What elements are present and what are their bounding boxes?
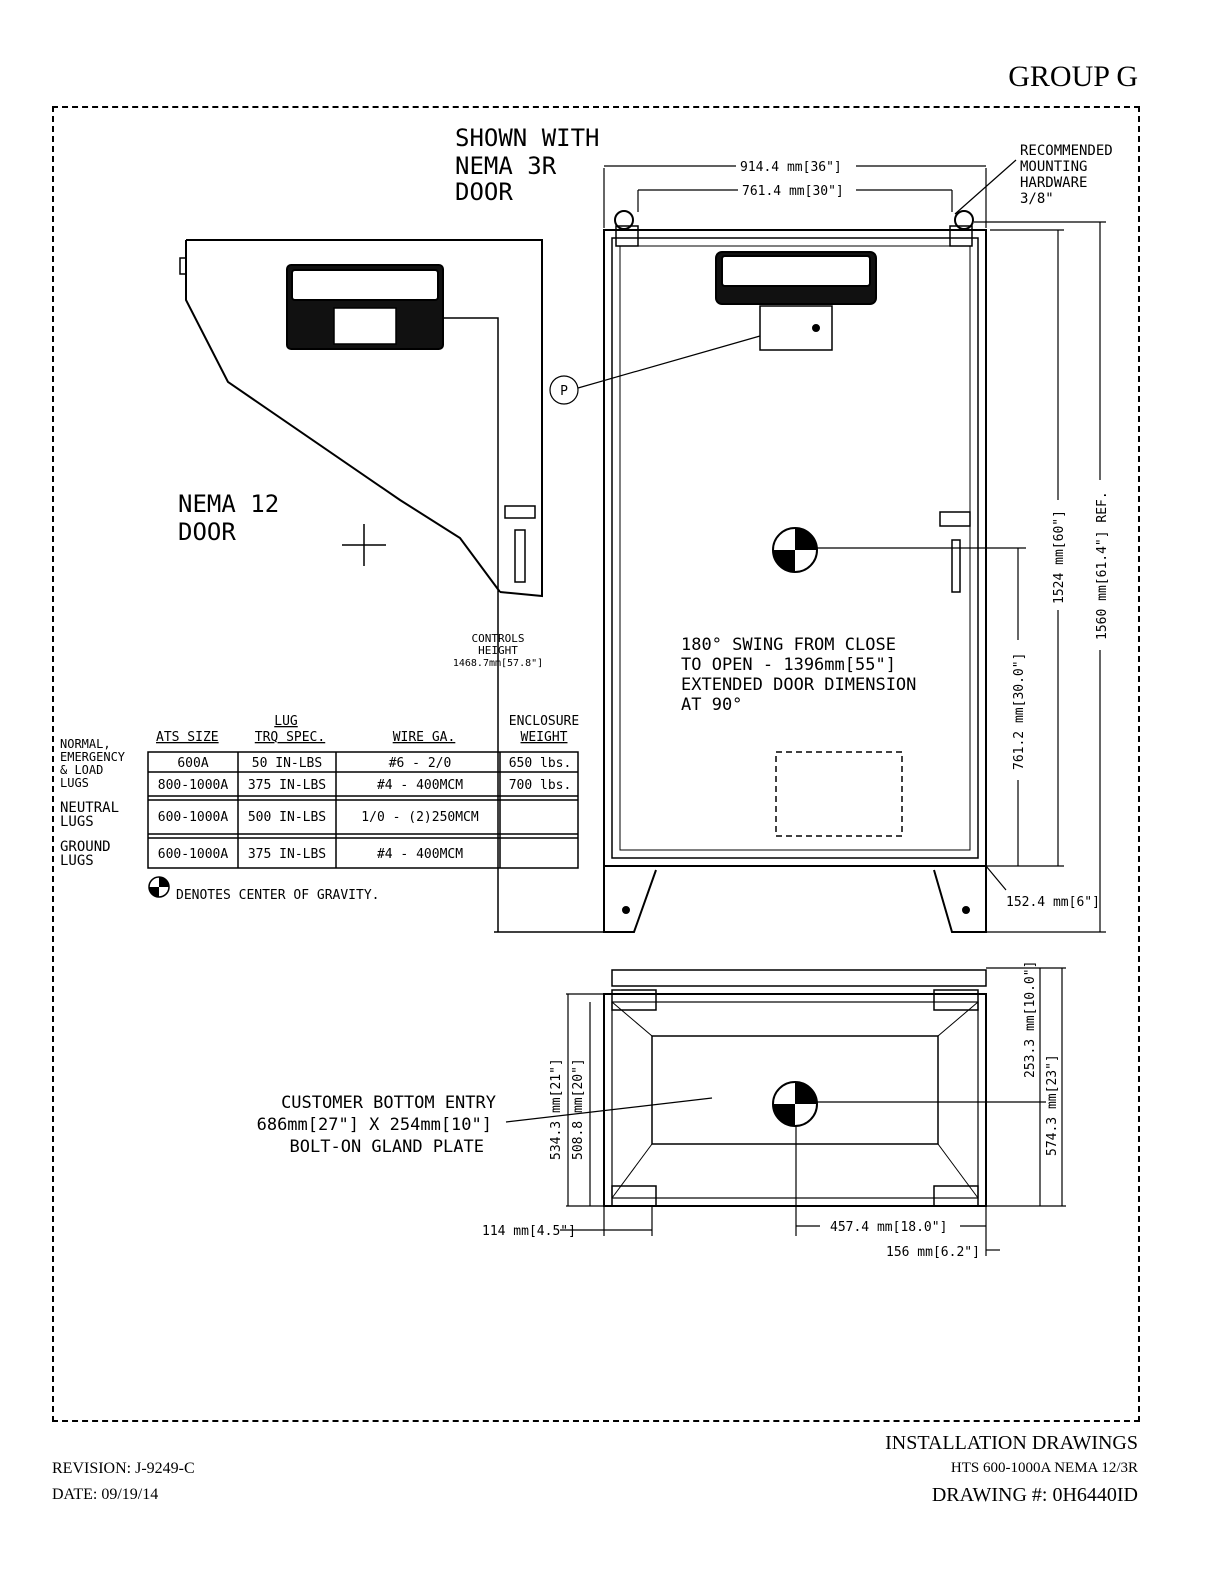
- footer-title: INSTALLATION DRAWINGS: [885, 1432, 1138, 1454]
- dim-508: 508.8 mm[20"]: [571, 1058, 586, 1160]
- table-header-wire-ga: WIRE GA.: [392, 730, 456, 745]
- row-label-neutral-1: NEUTRAL: [60, 800, 120, 816]
- cell-r3-size: 600-1000A: [157, 810, 229, 825]
- bottom-entry-line2: 686mm[27"] X 254mm[10"]: [256, 1115, 492, 1135]
- controls-height-line3: 1468.7mm[57.8"]: [452, 658, 544, 669]
- cell-r3-wire: 1/0 - (2)250MCM: [361, 810, 479, 825]
- swing-note-line4: AT 90°: [681, 695, 743, 715]
- row-label-nel-2: EMERGENCY: [60, 750, 126, 764]
- mounting-hw-line1: RECOMMENDED: [1020, 143, 1113, 159]
- callout-p: P: [560, 384, 568, 399]
- dim-114: 114 mm[4.5"]: [482, 1224, 576, 1239]
- cell-r2-trq: 375 IN-LBS: [247, 778, 327, 793]
- dim-253: 253.3 mm[10.0"]: [1023, 960, 1038, 1078]
- cell-r4-size: 600-1000A: [157, 847, 229, 862]
- table-header-enclosure: ENCLOSURE: [508, 714, 580, 729]
- table-header-lug: LUG: [274, 714, 298, 729]
- shown-with-line2: NEMA 3R: [455, 152, 557, 180]
- group-label: GROUP G: [1008, 60, 1138, 93]
- drawing-number: DRAWING #: 0H6440ID: [931, 1484, 1138, 1506]
- cell-r1-size: 600A: [177, 756, 209, 771]
- center-of-gravity-symbol: [773, 528, 817, 572]
- row-label-nel-3: & LOAD: [60, 763, 104, 777]
- cell-r2-size: 800-1000A: [157, 778, 229, 793]
- swing-note-line2: TO OPEN - 1396mm[55"]: [681, 655, 896, 675]
- cell-r2-wire: #4 - 400MCM: [376, 778, 464, 793]
- table-header-weight: WEIGHT: [520, 730, 568, 745]
- bottom-entry-line1: CUSTOMER BOTTOM ENTRY: [281, 1093, 496, 1113]
- row-label-ground-2: LUGS: [60, 853, 94, 869]
- controls-height-line2: HEIGHT: [478, 644, 518, 657]
- date: DATE: 09/19/14: [52, 1486, 159, 1503]
- cell-r3-trq: 500 IN-LBS: [247, 810, 327, 825]
- shown-with-line3: DOOR: [455, 178, 513, 206]
- center-of-gravity-legend-symbol: [149, 877, 169, 897]
- mounting-hw-line4: 3/8": [1020, 191, 1054, 207]
- row-label-nel-4: LUGS: [60, 776, 89, 790]
- center-of-gravity-symbol-bottom: [773, 1082, 817, 1126]
- dim-width-outer: 914.4 mm[36"]: [740, 160, 842, 175]
- dim-156: 156 mm[6.2"]: [886, 1245, 980, 1260]
- cg-note: DENOTES CENTER OF GRAVITY.: [176, 888, 380, 903]
- dim-leg: 152.4 mm[6"]: [1006, 895, 1100, 910]
- swing-note-line1: 180° SWING FROM CLOSE: [681, 635, 896, 655]
- nema12-line1: NEMA 12: [178, 490, 280, 518]
- shown-with-line1: SHOWN WITH: [455, 124, 600, 152]
- dim-height-1560: 1560 mm[61.4"] REF.: [1095, 491, 1110, 640]
- table-header-trq-spec: TRQ SPEC.: [254, 730, 326, 745]
- cell-r4-wire: #4 - 400MCM: [376, 847, 464, 862]
- mounting-hw-line2: MOUNTING: [1020, 159, 1088, 175]
- cell-r1-wire: #6 - 2/0: [388, 756, 452, 771]
- row-label-ground-1: GROUND: [60, 839, 111, 855]
- cell-r1-weight: 650 lbs.: [508, 756, 572, 771]
- cell-r2-weight: 700 lbs.: [508, 778, 572, 793]
- dim-height-1524: 1524 mm[60"]: [1052, 510, 1067, 604]
- nema12-door-view: [180, 240, 604, 932]
- table-header-ats-size: ATS SIZE: [156, 730, 219, 745]
- nema12-line2: DOOR: [178, 518, 236, 546]
- dim-cg-height: 761.2 mm[30.0"]: [1012, 652, 1027, 770]
- footer-subtitle: HTS 600-1000A NEMA 12/3R: [950, 1460, 1138, 1476]
- cell-r1-trq: 50 IN-LBS: [251, 756, 323, 771]
- revision: REVISION: J-9249-C: [52, 1460, 195, 1477]
- dim-width-inner: 761.4 mm[30"]: [742, 184, 844, 199]
- swing-note-line3: EXTENDED DOOR DIMENSION: [681, 675, 917, 695]
- row-label-nel-1: NORMAL,: [60, 737, 111, 751]
- row-label-neutral-2: LUGS: [60, 814, 94, 830]
- dim-534: 534.3 mm[21"]: [549, 1058, 564, 1160]
- dim-574: 574.3 mm[23"]: [1045, 1054, 1060, 1156]
- mounting-hw-line3: HARDWARE: [1020, 175, 1088, 191]
- controls-height-line1: CONTROLS: [471, 632, 525, 645]
- dim-457: 457.4 mm[18.0"]: [830, 1220, 948, 1235]
- cell-r4-trq: 375 IN-LBS: [247, 847, 327, 862]
- bottom-entry-line3: BOLT-ON GLAND PLATE: [289, 1137, 484, 1157]
